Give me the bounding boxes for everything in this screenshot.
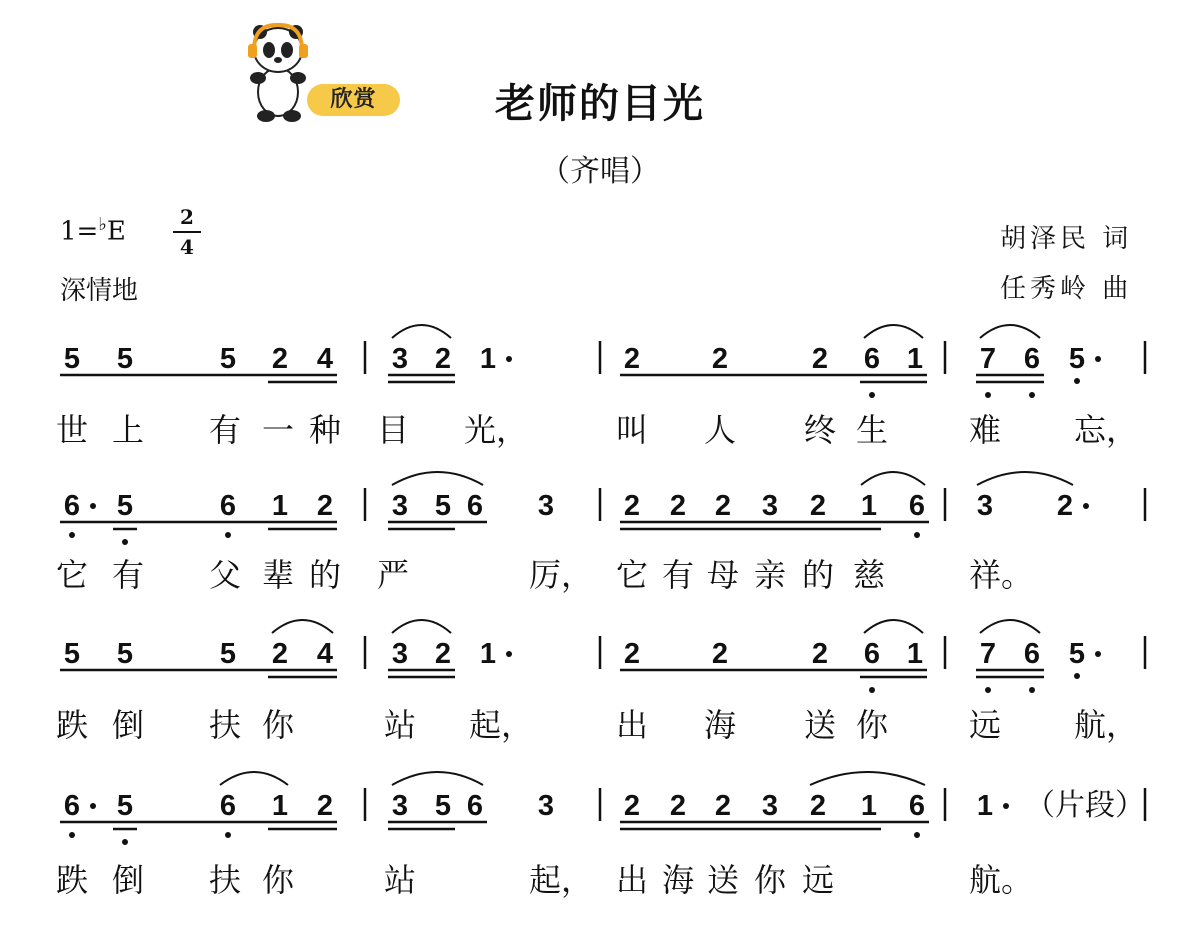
lyric-syllable: 种 [309,411,342,449]
note: 6 [219,790,237,822]
note: 1 [479,638,497,670]
slur-arc [864,325,923,338]
lyric-syllable: 祥。 [969,556,1034,594]
fragment-label: （片段） [1025,788,1145,823]
augmentation-dot [1083,503,1089,509]
time-sig-top: 2 [180,205,194,229]
augmentation-dot [1095,356,1101,362]
note: 6 [908,790,926,822]
lyric-syllable: 倒 [112,706,145,744]
notes-row [60,472,1089,545]
note: 2 [271,638,289,670]
note: 5 [219,638,237,670]
augmentation-dot [506,651,512,657]
note: 2 [711,343,729,375]
note: 6 [1023,638,1041,670]
note: 2 [271,343,289,375]
note: 5 [116,343,134,375]
note: 2 [434,343,452,375]
slur-arc [980,620,1040,633]
augmentation-dot [506,356,512,362]
note: 2 [316,790,334,822]
lyric-syllable: 有 [209,411,242,449]
note: 2 [811,638,829,670]
low-octave-dot [225,832,231,838]
note: 5 [434,490,452,522]
lyric-syllable: 出 [616,706,649,744]
lyric-syllable: 终 [804,411,837,449]
augmentation-dot [90,503,96,509]
note: 5 [63,343,81,375]
note: 2 [623,490,641,522]
lyric-syllable: 扶 [209,706,242,744]
lyric-syllable: 远 [969,706,1002,744]
note: 1 [479,343,497,375]
score-system [56,472,1145,594]
performance-mode: （齐唱） [540,154,660,189]
note: 4 [316,343,334,375]
note: 3 [761,490,779,522]
lyric-syllable: 起， [469,706,534,744]
note: 2 [316,490,334,522]
note: 3 [391,638,409,670]
note: 3 [761,790,779,822]
lyric-syllable: 人 [704,411,737,449]
slur-arc [272,620,333,633]
lyric-syllable: 有 [662,556,695,594]
note: 5 [1068,343,1086,375]
lyric-syllable: 跌 [56,861,89,899]
score-system [56,772,1145,899]
lyric-syllable: 慈 [853,556,886,594]
time-sig-bottom: 4 [180,235,194,259]
note: 1 [860,790,878,822]
lyric-syllable: 难 [969,411,1002,449]
lyric-syllable: 站 [384,861,417,899]
note: 2 [711,638,729,670]
note: 2 [434,638,452,670]
note: 7 [979,638,997,670]
note: 5 [116,490,134,522]
lyric-syllable: 父 [209,556,242,594]
note: 2 [623,343,641,375]
note: 6 [466,490,484,522]
tempo-mood: 深情地 [60,276,139,306]
note: 4 [316,638,334,670]
lyric-syllable: 它 [56,556,89,594]
lyric-syllable: 扶 [209,861,242,899]
lyric-syllable: 它 [616,556,649,594]
low-octave-dot [869,392,875,398]
note: 5 [434,790,452,822]
lyric-line [56,706,1138,744]
note: 2 [809,790,827,822]
note: 2 [669,790,687,822]
lyric-syllable: 你 [856,706,889,744]
lyric-syllable: 海 [704,706,737,744]
note: 2 [1056,490,1074,522]
lyricist-credit: 胡泽民 词 [1000,224,1133,254]
note: 1 [860,490,878,522]
slur-arc [392,472,483,485]
lyric-syllable: 一 [262,411,295,449]
slur-arc [980,325,1040,338]
lyric-syllable: 出 [616,861,649,899]
augmentation-dot [90,803,96,809]
low-octave-dot [914,532,920,538]
lyric-syllable: 你 [262,861,295,899]
low-octave-dot [69,832,75,838]
note: 6 [63,790,81,822]
lyric-syllable: 送 [707,861,740,899]
note: 1 [271,490,289,522]
note: 2 [714,490,732,522]
low-octave-dot [1029,392,1035,398]
note: 2 [811,343,829,375]
note: 5 [219,343,237,375]
note: 7 [979,343,997,375]
note: 5 [116,790,134,822]
note: 2 [809,490,827,522]
note: 5 [116,638,134,670]
appreciation-badge: 欣赏 [307,84,400,116]
low-octave-dot [69,532,75,538]
low-octave-dot [1074,673,1080,679]
note: 2 [669,490,687,522]
augmentation-dot [1095,651,1101,657]
note: 6 [63,490,81,522]
note: 6 [863,638,881,670]
note: 3 [976,490,994,522]
lyric-syllable: 厉， [529,556,594,594]
lyric-syllable: 世 [56,411,89,449]
lyric-syllable: 起， [529,861,594,899]
lyric-syllable: 母 [707,556,740,594]
song-title: 老师的目光 [495,81,705,127]
lyric-line [56,556,1033,594]
note: 1 [906,343,924,375]
note: 3 [391,790,409,822]
low-octave-dot [869,687,875,693]
slur-arc [392,325,451,338]
lyric-line [56,411,1138,449]
lyric-syllable: 远 [802,861,835,899]
low-octave-dot [122,539,128,545]
note: 2 [623,790,641,822]
lyric-syllable: 海 [662,861,695,899]
lyric-syllable: 严 [377,556,410,594]
lyric-syllable: 上 [112,411,145,449]
lyric-syllable: 站 [384,706,417,744]
key-label: 1= [60,216,99,247]
score-system [56,620,1145,744]
note: 1 [271,790,289,822]
slur-arc [392,620,451,633]
note: 5 [63,638,81,670]
low-octave-dot [1074,378,1080,384]
low-octave-dot [914,832,920,838]
notes-row [60,772,1009,845]
lyric-syllable: 你 [262,706,295,744]
lyric-syllable: 目 [377,411,410,449]
score-system [56,325,1145,449]
lyric-syllable: 辈 [262,556,295,594]
note: 1 [906,638,924,670]
low-octave-dot [225,532,231,538]
lyric-syllable: 叫 [616,411,649,449]
lyric-syllable: 忘， [1074,411,1139,449]
note: 5 [1068,638,1086,670]
lyric-syllable: 跌 [56,706,89,744]
lyric-syllable: 送 [804,706,837,744]
note: 6 [1023,343,1041,375]
lyric-syllable: 你 [754,861,787,899]
note: 1 [976,790,994,822]
lyric-syllable: 倒 [112,861,145,899]
lyric-syllable: 光， [464,411,529,449]
note: 3 [537,790,555,822]
lyric-line [56,861,1033,899]
low-octave-dot [122,839,128,845]
note: 6 [908,490,926,522]
flat-sign: ♭ [98,214,107,235]
note: 6 [466,790,484,822]
slur-arc [220,772,288,785]
note: 6 [863,343,881,375]
low-octave-dot [985,392,991,398]
slur-arc [861,472,925,485]
note: 2 [714,790,732,822]
low-octave-dot [985,687,991,693]
slur-arc [977,472,1073,485]
lyric-syllable: 航。 [969,861,1034,899]
note: 2 [623,638,641,670]
lyric-syllable: 的 [309,556,342,594]
slur-arc [392,772,483,785]
note: 6 [219,490,237,522]
composer-credit: 任秀岭 曲 [1000,274,1133,304]
augmentation-dot [1003,803,1009,809]
note: 3 [537,490,555,522]
lyric-syllable: 航， [1074,706,1139,744]
note: 3 [391,490,409,522]
lyric-syllable: 的 [802,556,835,594]
lyric-syllable: 生 [856,411,889,449]
lyric-syllable: 亲 [754,556,787,594]
note: 3 [391,343,409,375]
slur-arc [864,620,923,633]
slur-arc [810,772,925,785]
low-octave-dot [1029,687,1035,693]
lyric-syllable: 有 [112,556,145,594]
key-note: E [106,216,126,247]
